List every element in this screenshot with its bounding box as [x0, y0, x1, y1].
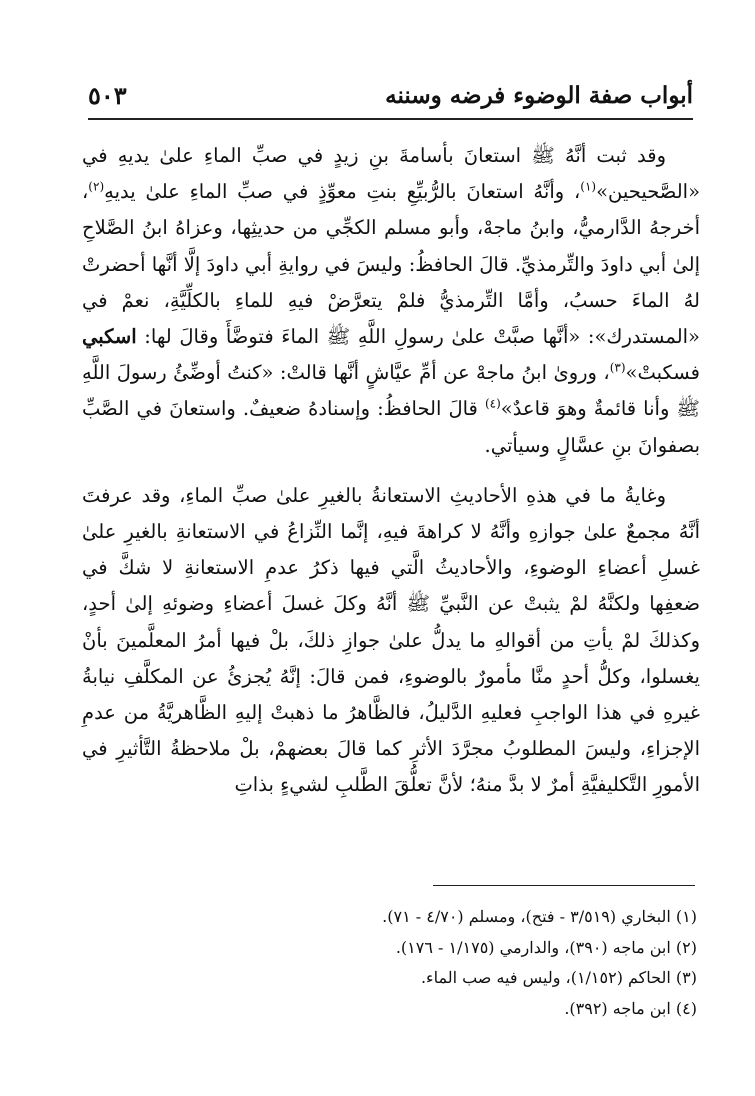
footnote-ref-1: (١) — [580, 179, 597, 194]
footnote-4: (٤) ابن ماجه (٣٩٢). — [564, 998, 697, 1018]
text-segment: ، وروىٰ ابنُ ماجهْ عن أمِّ عيَّاشٍ أنَّها قالتْ: «كنتُ أوضِّئُ رسولَ اللَّهِ ﷺ وأنا قائمةٌ وهوَ قاعدٌ» — [82, 361, 700, 421]
footnote-1: (١) البخاري (٣/٥١٩ - فتح)، ومسلم (٤/٧٠ - ٧١). — [382, 907, 697, 926]
main-text — [82, 138, 700, 804]
paragraph-2: وغايةُ ما في هذهِ الأحاديثِ الاستعانةُ بالغيرِ علىٰ صبِّ الماءِ، وقد عرفتَ أنَّهُ مجمعٌ علىٰ جوازهِ وأنَّهُ لا كراهةَ فيهِ، إنَّما النِّزاعُ في الاستعانةِ بالغيرِ علىٰ غسلِ أعضاءِ الوضوءِ، والأحاديثُ الَّتي فيها ذكرُ عدمِ الاستعانةِ لا شكَّ في ضعفِها ولكنَّهُ لمْ يثبتْ عن النَّبيِّ ﷺ أنَّهُ وكلَ غسلَ أعضاءِ وضوئهِ إلىٰ أحدٍ، وكذلكَ لمْ يأتِ من أقوالهِ ما يدلُّ علىٰ جوازِ ذلكَ، بلْ فيها أمرُ المعلَّمينَ بأنْ يغسلوا، وكلُّ أحدٍ منَّا مأمورٌ بالوضوءِ، فمن قالَ: إنَّهُ يُجزئُ عن المكلَّفِ نيابةُ غيرهِ في هذا الواجبِ فعليهِ الدَّليلُ، فالظَّاهرُ ما ذهبتْ إليهِ الظَّاهريَّةُ من عدمِ الإجزاءِ، وليسَ المطلوبُ مجرَّدَ الأثرِ كما قالَ بعضهمْ، بلْ ملاحظةُ التَّأثيرِ في الأمورِ التَّكليفيَّةِ أمرٌ لا بدَّ منهُ؛ لأنَّ تعلُّقَ الطَّلبِ لشيءٍ بذاتِ — [82, 483, 700, 797]
page-header — [88, 72, 693, 120]
text-segment: ، أخرجهُ الدَّارميُّ، وابنُ ماجهْ، وأبو مسلم الكجِّي من حديثِها، وعزاهُ ابنُ الصَّلاحِ إلىٰ أبي داودَ والتِّرمذيِّ. قالَ الحافظُ: وليسَ في روايةِ أبي داودَ إلَّا أنَّها أحضرتْ لهُ الماءَ حسبُ، وأمَّا التِّرمذيُّ فلمْ يتعرَّضْ فيهِ للماءِ بالكلِّيَّةِ، نعمْ في «المستدرك»: «أنَّها صبَّتْ علىٰ رسولِ اللَّهِ ﷺ الماءَ فتوضَّأَ وقالَ لها: — [82, 180, 700, 349]
text-segment: وقد ثبت أنَّهُ ﷺ استعانَ بأسامةَ بنِ زيدٍ في صبِّ الماءِ علىٰ يديهِ في «الصَّحيحين» — [82, 144, 700, 204]
footnote-ref-3: (٣) — [609, 360, 626, 375]
bold-word: اسكبي — [82, 325, 137, 349]
page-number: ٥٠٣ — [88, 80, 127, 110]
running-title: أبواب صفة الوضوء فرضه وسننه — [385, 81, 693, 109]
text-segment: قالَ الحافظُ: وإسنادهُ ضعيفٌ. واستعانَ في الصَّبِّ بصفوانَ بنِ عسَّالٍ وسيأتي. — [82, 397, 700, 457]
footnote-ref-2: (٢) — [88, 179, 105, 194]
footnote-ref-4: (٤) — [484, 396, 501, 411]
footnotes — [120, 902, 697, 1024]
paragraph-1 — [82, 138, 700, 464]
footnote-2: (٢) ابن ماجه (٣٩٠)، والدارمي (١/١٧٥ - ١٧٦). — [395, 937, 697, 957]
footnote-separator — [433, 885, 695, 886]
text-segment: فسكبتْ» — [625, 361, 700, 385]
footnote-3: (٣) الحاكم (١/١٥٢)، وليس فيه صب الماء. — [420, 968, 697, 987]
text-segment: ، وأنَّهُ استعانَ بالرُّبيِّعِ بنتِ معوِّذٍ في صبِّ الماءِ علىٰ يديهِ — [104, 180, 581, 204]
